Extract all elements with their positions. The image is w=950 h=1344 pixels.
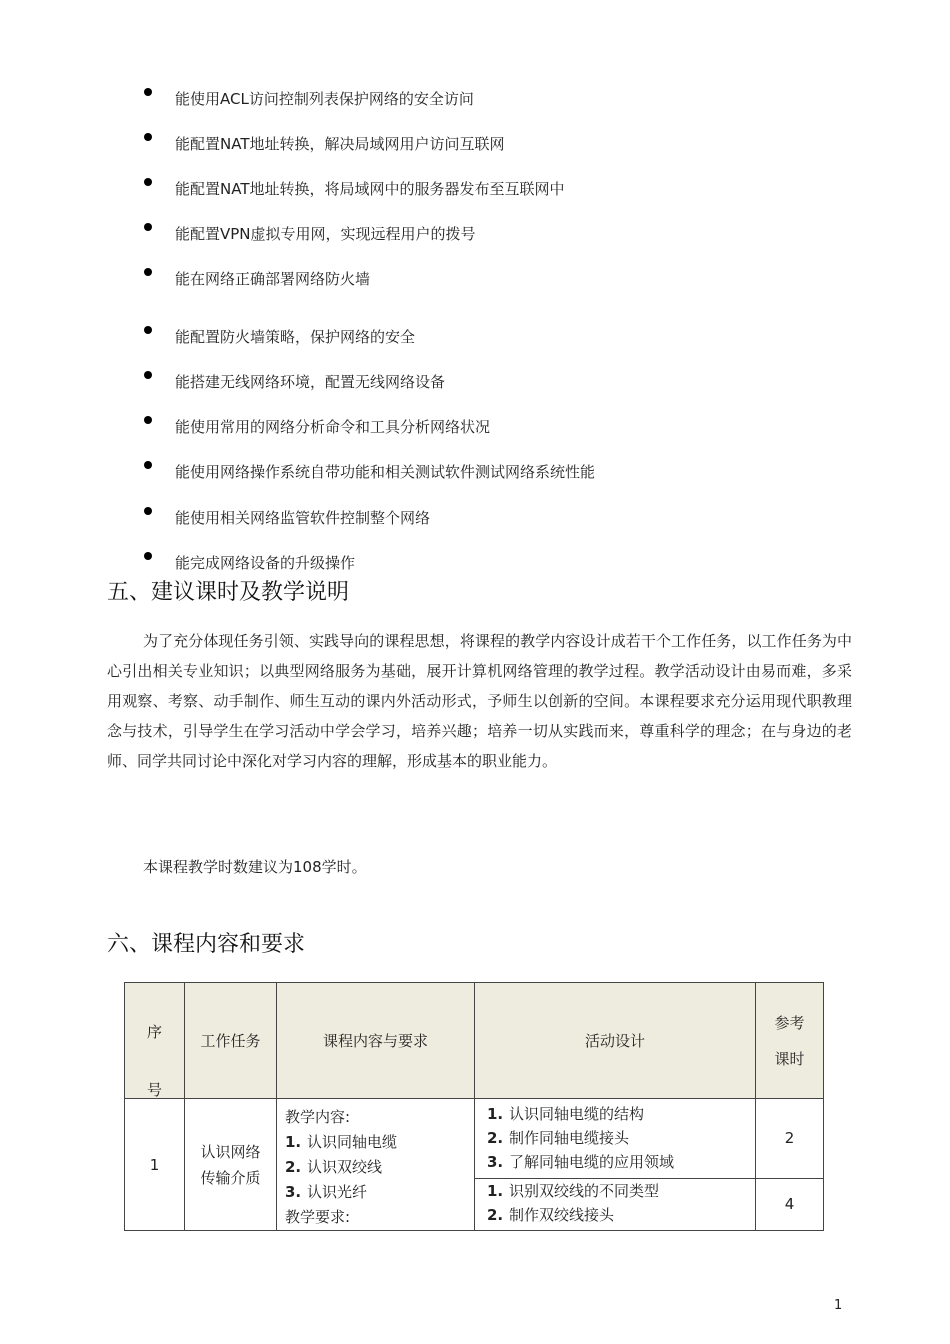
table-header-row xyxy=(125,983,824,1099)
bullet-text: 能使用网络操作系统自带功能和相关测试软件测试网络系统性能 xyxy=(175,463,596,481)
bullet-item xyxy=(0,268,950,298)
section-five-title: 五、建议课时及教学说明 xyxy=(107,580,350,605)
activity-item-number: 1. xyxy=(487,1181,504,1200)
bullet-item xyxy=(0,507,950,537)
content-item-text: 认识同轴电缆 xyxy=(307,1133,398,1151)
bullet-dot-icon xyxy=(144,507,152,515)
bullet-dot-icon xyxy=(144,552,152,560)
activity-group-2-hours: 4 xyxy=(756,1178,824,1230)
activity-item-number: 2. xyxy=(487,1129,504,1148)
row-content xyxy=(277,1099,475,1231)
content-item-number: 1. xyxy=(285,1133,302,1151)
bullet-dot-icon xyxy=(144,416,152,424)
activity-item-number: 3. xyxy=(487,1153,504,1172)
content-item-text: 认识双绞线 xyxy=(307,1158,383,1176)
activity-item xyxy=(475,1203,755,1227)
bullet-item xyxy=(0,133,950,163)
header-hours-top: 参考 xyxy=(774,1013,805,1032)
row-task xyxy=(185,1099,277,1231)
activity-item-text: 认识同轴电缆的结构 xyxy=(509,1105,645,1124)
header-sequence-top: 序 xyxy=(147,1023,163,1041)
table-row xyxy=(125,1099,824,1179)
activity-item-text: 识别双绞线的不同类型 xyxy=(509,1181,660,1200)
content-item xyxy=(285,1155,474,1180)
bullet-text: 能配置NAT地址转换，解决局域网用户访问互联网 xyxy=(175,135,505,153)
header-hours-bottom: 课时 xyxy=(774,1049,805,1068)
teaching-description-paragraph: 为了充分体现任务引领、实践导向的课程思想，将课程的教学内容设计成若干个工作任务，以工作任务为中心引出相关专业知识；以典型网络服务为基础，展开计算机网络管理的教学过程。教学活动设计由易而难，多采用观察、考察、动手制作、师生互动的课内外活动形式，予师生以创新的空间。本课程要求充分运用现代职教理念与技术，引导学生在学习活动中学会学习，培养兴趣；培养一切从实践而来，尊重科学的理念；在与身边的老师、同学共同讨论中深化对学习内容的理解，形成基本的职业能力。 xyxy=(107,632,852,770)
bullet-item xyxy=(0,223,950,253)
header-activity-design: 活动设计 xyxy=(475,983,756,1099)
content-item-number: 3. xyxy=(285,1183,302,1201)
content-label: 教学内容: xyxy=(285,1108,351,1126)
content-item-text: 认识光纤 xyxy=(307,1183,368,1201)
bullet-dot-icon xyxy=(144,88,152,96)
bullet-text: 能搭建无线网络环境，配置无线网络设备 xyxy=(175,373,446,391)
course-content-table xyxy=(124,982,824,1231)
row-task-line1: 认识网络 xyxy=(200,1142,261,1161)
bullet-item xyxy=(0,88,950,118)
bullet-dot-icon xyxy=(144,371,152,379)
bullet-item xyxy=(0,416,950,446)
header-reference-hours xyxy=(756,983,824,1099)
bullet-item xyxy=(0,371,950,401)
bullet-text: 能使用ACL访问控制列表保护网络的安全访问 xyxy=(175,90,474,108)
header-course-content: 课程内容与要求 xyxy=(277,983,475,1099)
activity-group-1 xyxy=(475,1099,756,1179)
header-sequence xyxy=(125,983,185,1099)
header-work-task: 工作任务 xyxy=(185,983,277,1099)
activity-item-text: 制作同轴电缆接头 xyxy=(509,1129,630,1148)
activity-group-1-hours: 2 xyxy=(756,1099,824,1179)
bullet-text: 能配置防火墙策略，保护网络的安全 xyxy=(175,328,416,346)
activity-item xyxy=(475,1150,755,1174)
bullet-text: 能使用常用的网络分析命令和工具分析网络状况 xyxy=(175,418,491,436)
section-six-title: 六、课程内容和要求 xyxy=(107,932,306,957)
header-sequence-bottom: 号 xyxy=(147,1081,163,1099)
activity-item-number: 1. xyxy=(487,1105,504,1124)
row-sequence: 1 xyxy=(125,1099,185,1231)
bullet-dot-icon xyxy=(144,133,152,141)
row-task-line2: 传输介质 xyxy=(200,1168,261,1187)
bullet-dot-icon xyxy=(144,223,152,231)
bullet-text: 能配置VPN虚拟专用网，实现远程用户的拨号 xyxy=(175,225,476,243)
content-item xyxy=(285,1180,474,1205)
bullet-dot-icon xyxy=(144,326,152,334)
bullet-text: 能在网络正确部署网络防火墙 xyxy=(175,270,371,288)
bullet-dot-icon xyxy=(144,461,152,469)
activity-item-number: 2. xyxy=(487,1205,504,1224)
bullet-text: 能使用相关网络监管软件控制整个网络 xyxy=(175,509,431,527)
requirements-label: 教学要求: xyxy=(285,1208,351,1226)
bullet-item xyxy=(0,326,950,356)
activity-item xyxy=(475,1179,755,1203)
bullet-dot-icon xyxy=(144,178,152,186)
activity-group-2 xyxy=(475,1178,756,1230)
content-item xyxy=(285,1130,474,1155)
bullet-item xyxy=(0,461,950,491)
activity-item-text: 了解同轴电缆的应用领域 xyxy=(509,1153,675,1172)
content-item-number: 2. xyxy=(285,1158,302,1176)
page-number: 1 xyxy=(834,1298,843,1313)
bullet-text: 能完成网络设备的升级操作 xyxy=(175,554,356,572)
total-hours-text: 本课程教学时数建议为108学时。 xyxy=(143,858,367,876)
bullet-item xyxy=(0,178,950,208)
bullet-text: 能配置NAT地址转换，将局域网中的服务器发布至互联网中 xyxy=(175,180,565,198)
activity-item xyxy=(475,1102,755,1126)
activity-item xyxy=(475,1126,755,1150)
bullet-dot-icon xyxy=(144,268,152,276)
activity-item-text: 制作双绞线接头 xyxy=(509,1205,615,1224)
